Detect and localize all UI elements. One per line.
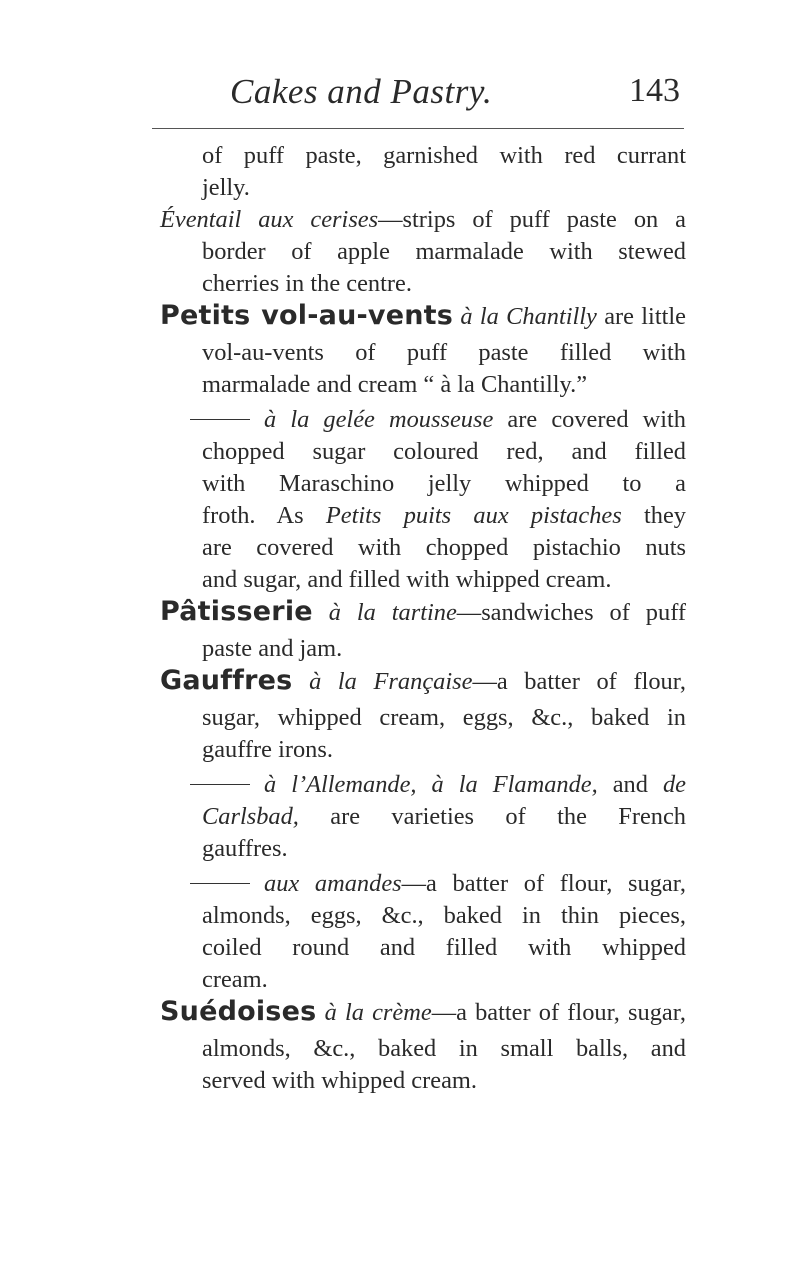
text-line: cherries in the centre. [202,270,412,297]
text-line: gauffre irons. [202,736,333,763]
entry-aux-amandes: aux amandes—a batter of flour, sugar, [160,868,686,900]
page-number: 143 [629,72,680,109]
text-line: cream. [202,966,268,993]
running-title: Cakes and Pastry. [230,72,493,111]
entry-allemande: à l’Allemande, à la Flamande, and de [160,769,686,801]
text-line: marmalade and cream “ à la Chantilly.” [202,371,588,398]
text-line: and sugar, and filled with whipped cream. [202,566,612,593]
entry-eventail: Éventail aux cerises—strips of puff paste on a [160,206,687,233]
entry-suedoises: Suédoises à la crème—a batter of flour, sugar, [160,996,686,1027]
text-line: border of apple marmalade with stewed [202,238,686,265]
text-line: are covered with chopped pistachio nuts [202,534,686,561]
entry-patisserie: Pâtisserie à la tartine—sandwiches of puff [160,596,686,627]
entry-heading: Pâtisserie [160,596,313,627]
text-line: with Maraschino jelly whipped to a [202,470,686,497]
text-line: of puff paste, garnished with red currant [202,142,686,169]
text-line: vol-au-vents of puff paste filled with [202,339,686,366]
ditto-dash [190,784,250,785]
text-line: sugar, whipped cream, eggs, &c., baked in [202,704,686,731]
entry-heading: Suédoises [160,996,317,1027]
text-line: froth. As Petits puits aux pistaches they [202,502,687,529]
page-body [160,140,686,1097]
text-line: paste and jam. [202,635,343,662]
text-line: jelly. [202,174,250,201]
text-line: almonds, eggs, &c., baked in thin pieces, [202,902,686,929]
entry-gauffres: Gauffres à la Française—a batter of flour, [160,665,686,696]
text-line: coiled round and filled with whipped [202,934,686,961]
entry-gelee-mousseuse: à la gelée mousseuse are covered with [160,404,686,436]
running-header [160,72,680,112]
ditto-dash [190,883,250,884]
entry-heading: Petits vol-au-vents [160,300,454,331]
ditto-dash [190,419,250,420]
text-line: chopped sugar coloured red, and filled [202,438,686,465]
entry-petits-vol-au-vents: Petits vol-au-vents à la Chantilly are little [160,300,686,331]
text-line: Carlsbad, are varieties of the French [202,803,686,830]
text-line: almonds, &c., baked in small balls, and [202,1035,686,1062]
entry-heading: Gauffres [160,665,293,696]
text-line: gauffres. [202,835,288,862]
text-line: served with whipped cream. [202,1067,477,1094]
header-rule [152,128,684,129]
